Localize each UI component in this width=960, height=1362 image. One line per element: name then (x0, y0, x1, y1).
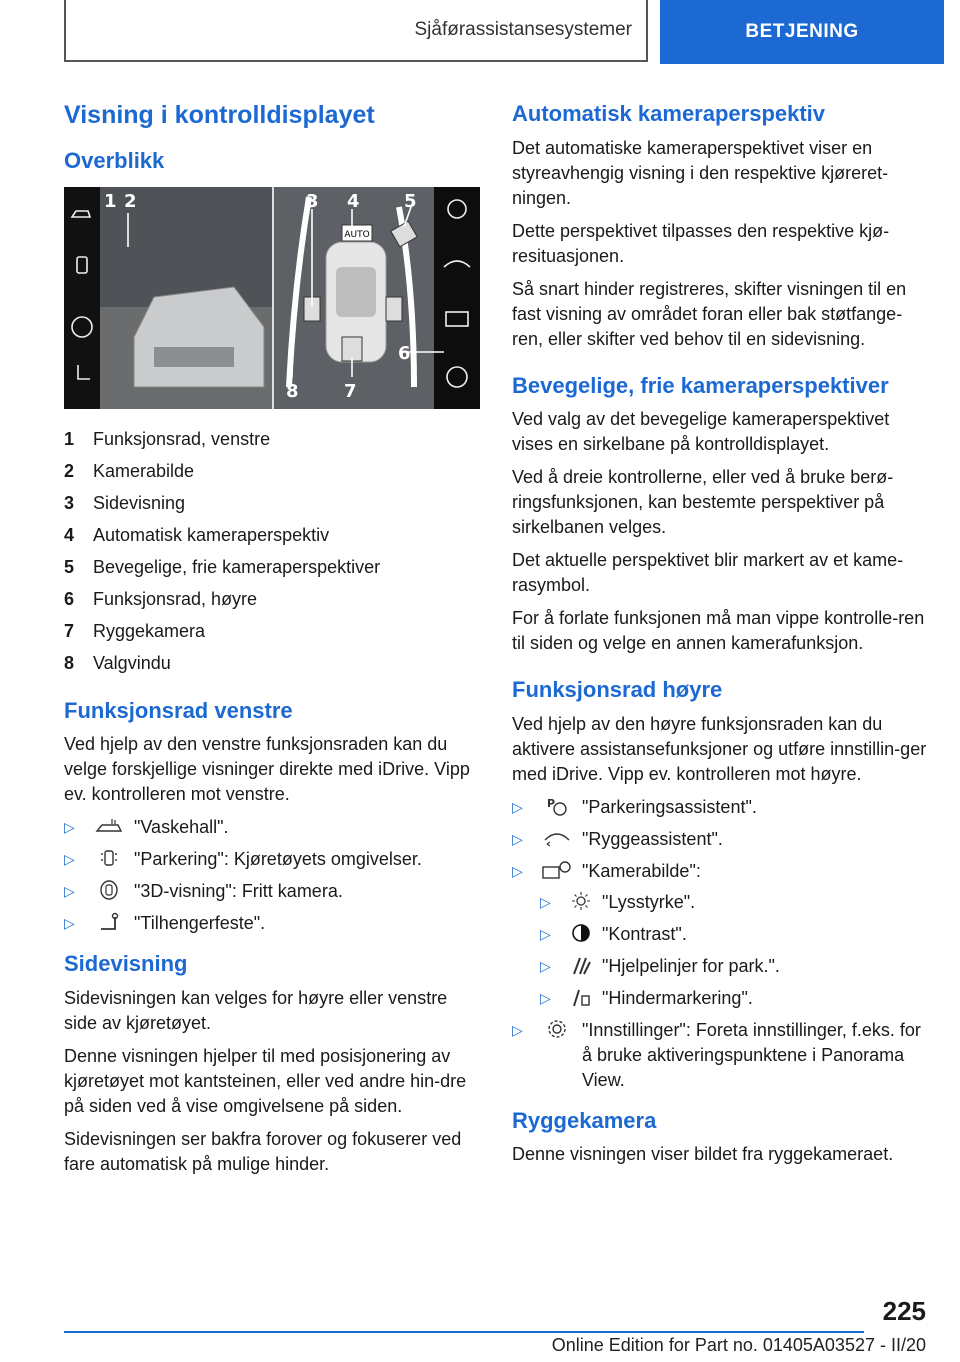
free-p4: For å forlate funksjonen må man vippe kontrolle-ren til siden og velge en annen kamerafunksjon. (512, 608, 925, 653)
func-right-heading: Funksjonsrad høyre (512, 677, 723, 702)
contrast-icon (568, 922, 594, 944)
legend-item: 4 Automatisk kameraperspektiv (64, 524, 330, 545)
list-item: ▷ "Ryggeassistent". (512, 827, 932, 852)
triangle-bullet-icon: ▷ (512, 830, 523, 847)
figure-legend (64, 423, 482, 679)
triangle-bullet-icon: ▷ (540, 925, 551, 942)
triangle-bullet-icon: ▷ (540, 893, 551, 910)
legend-item: 6 Funksjonsrad, høyre (64, 588, 258, 609)
legend-item: 5 Bevegelige, frie kameraperspektiver (64, 556, 381, 577)
callout-3: 3 (306, 190, 319, 212)
brightness-icon (568, 890, 594, 912)
side-view-p1: Sidevisningen kan velges for høyre eller venstre side av kjøretøyet. (64, 987, 448, 1033)
free-p3: Det aktuelle perspektivet blir markert av et kame-rasymbol. (512, 550, 904, 595)
side-view-heading: Sidevisning (64, 951, 188, 977)
list-item: ▷ "Innstillinger": Foreta innstillinger, f.eks. for å bruke aktiveringspunktene i Panorama View. (512, 1019, 921, 1090)
list-item: ▷ "Vaskehall". (64, 815, 482, 840)
auto-p1: Det automatiske kameraperspektivet viser en styreavhengig visning i den respektive kjøreret-ningen. (512, 137, 889, 208)
auto-perspective-heading: Automatisk kameraperspektiv (512, 101, 826, 126)
list-item: ▷ "Kamerabilde": ▷ "Lysstyrke". ▷ "Kontrast". ▷ "Hjelpelinjer for park.". ▷ "Hindermarkering". (512, 859, 932, 1011)
list-item: ▷ "Hindermarkering". (540, 986, 932, 1011)
func-right-list (512, 795, 932, 1093)
parking-assistant-icon (540, 795, 574, 817)
func-left-list (64, 815, 482, 936)
legend-item: 8 Valgvindu (64, 652, 171, 673)
triangle-bullet-icon: ▷ (540, 957, 551, 974)
right-column (512, 100, 932, 1175)
callout-4: 4 (347, 190, 360, 212)
func-left-heading: Funksjonsrad venstre (64, 697, 293, 723)
section-title: Sjåførassistansesystemer (414, 19, 632, 40)
triangle-bullet-icon: ▷ (64, 819, 75, 836)
reversing-assistant-icon (540, 827, 574, 849)
triangle-bullet-icon: ▷ (512, 1021, 523, 1038)
list-item: ▷ "Parkering": Kjøretøyets omgivelser. (64, 847, 482, 872)
obstacle-marking-icon (568, 986, 594, 1008)
right-function-bar (434, 187, 480, 409)
triangle-bullet-icon: ▷ (540, 989, 551, 1006)
side-view-p2: Denne visningen hjelper til med posisjonering av kjøretøyet mot kantsteinen, eller ved andre hin-dre på siden ved å vise omgivelsene på siden. (64, 1045, 467, 1116)
callout-1: 1 (104, 190, 117, 212)
legend-item: 2 Kamerabilde (64, 460, 195, 481)
page-title: Visning i kontrolldisplayet (64, 101, 375, 129)
auto-p2: Dette perspektivet tilpasses den respektive kjø-resituasjonen. (512, 220, 890, 266)
auto-label: AUTO (344, 229, 370, 240)
settings-gear-icon (540, 1018, 574, 1040)
car-wash-icon (92, 815, 126, 837)
svg-text:P: P (547, 796, 556, 810)
side-view-camera-right (386, 297, 402, 321)
rear-camera-text: Denne visningen viser bildet fra ryggekameraet. (512, 1144, 894, 1164)
side-view-p3: Sidevisningen ser bakfra forover og fokuserer ved fare automatisk på mulige hinder. (64, 1128, 462, 1174)
free-p2: Ved å dreie kontrollerne, eller ved å bruke berø-ringsfunksjonen, kan bestemte perspektiver på sirkelbanen velges. (512, 467, 894, 537)
legend-item: 7 Ryggekamera (64, 620, 206, 641)
auto-p3: Så snart hinder registreres, skifter visningen til en fast visning av området foran eller bak støtfange-ren, eller skifter ved behov til en sidevisning. (512, 278, 907, 349)
parking-guide-lines-icon (568, 954, 594, 976)
camera-display-illustration (64, 187, 480, 409)
list-item: ▷ "Kontrast". (540, 922, 932, 947)
triangle-bullet-icon: ▷ (512, 798, 523, 815)
legend-item: 3 Sidevisning (64, 492, 186, 513)
overview-heading: Overblikk (64, 148, 165, 174)
vehicle-rear-view (134, 287, 264, 387)
list-item: ▷ P "Parkeringsassistent". (512, 795, 932, 820)
callout-2: 2 (124, 190, 137, 212)
rear-camera-heading: Ryggekamera (512, 1107, 657, 1133)
list-item: ▷ "Tilhengerfeste". (64, 911, 482, 936)
legend-item: 1 Funksjonsrad, venstre (64, 428, 271, 449)
parking-surround-icon (92, 847, 126, 869)
triangle-bullet-icon: ▷ (64, 915, 75, 932)
callout-8: 8 (286, 380, 299, 402)
camera-sub-list (540, 890, 932, 1011)
trailer-hitch-icon (92, 911, 126, 933)
footer-divider (64, 1331, 864, 1333)
list-item: ▷ "3D-visning": Fritt kamera. (64, 879, 482, 904)
free-p1: Ved valg av det bevegelige kameraperspektivet vises en sirkelbane på kontrolldisplayet. (512, 409, 890, 454)
chapter-tab[interactable] (660, 0, 944, 64)
running-header-section (64, 0, 648, 62)
callout-6: 6 (398, 342, 411, 364)
func-right-text: Ved hjelp av den høyre funksjonsraden kan du aktivere assistansefunksjoner og utføre innstillin-ger med iDrive. Vipp ev. kontrolleren mot høyre. (512, 713, 927, 784)
left-column (64, 100, 482, 1185)
callout-7: 7 (344, 380, 357, 402)
callout-5: 5 (404, 190, 417, 212)
triangle-bullet-icon: ▷ (512, 862, 523, 879)
3d-view-icon (92, 879, 126, 901)
page-number: 225 (882, 1296, 926, 1326)
list-item: ▷ "Hjelpelinjer for park.". (540, 954, 932, 979)
list-item: ▷ "Lysstyrke". (540, 890, 932, 915)
chapter-title: BETJENING (745, 21, 859, 42)
free-perspective-heading: Bevegelige, frie kameraperspektiver (512, 372, 889, 398)
triangle-bullet-icon: ▷ (64, 851, 75, 868)
edition-footer: Online Edition for Part no. 01405A03527 - II/20 (551, 1335, 926, 1355)
func-left-text: Ved hjelp av den venstre funksjonsraden kan du velge forskjellige visninger direkte med iDrive. Vipp ev. kontrolleren mot venstre. (64, 734, 470, 805)
triangle-bullet-icon: ▷ (64, 883, 75, 900)
left-function-bar (64, 187, 100, 409)
camera-settings-icon (540, 859, 574, 881)
